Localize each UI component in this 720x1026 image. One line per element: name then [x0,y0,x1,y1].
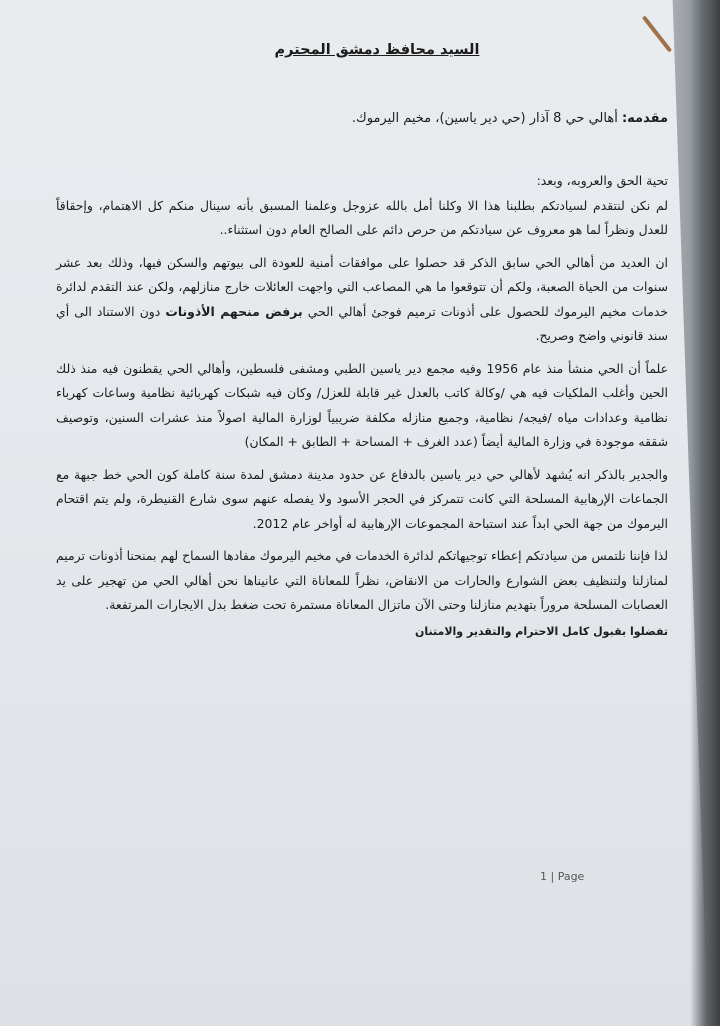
paragraph-2 [56,251,668,349]
paragraph-2-text-a: ان العديد من أهالي الحي سابق الذكر قد حصلوا على موافقات أمنية للعودة الى بيوتهم والسكن فيها، وذلك بعد عشر سنوات من الحياة الصعبة، ولكم أن تتوقعوا ما هي المصاعب التي واجهت العائلات خارج منازلهم، ولكن عند التقدم لدائرة خدمات مخيم اليرموك للحصول على أذونات ترميم فوجئ أهالي الحي [56,254,668,319]
subject-text: أهالي حي 8 آذار (حي دير ياسين)، مخيم اليرموك. [351,110,622,126]
letter-title: السيد محافظ دمشق المحترم [274,42,480,58]
letter-body [56,30,668,644]
paragraph-5: لذا فإننا نلتمس من سيادتكم إعطاء توجيهاتكم لدائرة الخدمات في مخيم اليرموك مفادها السماح لهم بمنحنا أذونات ترميم لمنازلنا ولتنظيف بعض الشوارع والحارات من الانقاض، نظراً للمعاناة التي عانيناها نحن أهالي الحي من تهجير على يد العصابات المسلحة مروراً بتهديم منازلنا وحتى الآن ماتزال المعاناة مستمرة تحت ضغط بدل الايجارات المرتفعة. [56,548,668,612]
paragraph-1: لم نكن لنتقدم لسيادتكم بطلبنا هذا الا وكلنا أمل بالله عزوجل وعلمنا المسبق بأنه سينال منكم كل الاهتمام، وإحقاقاً للعدل ونظراً لما هو معروف عن سيادتكم من حرص دائم على الصالح العام دون استثناء.. [56,197,668,237]
letter-subject [56,107,668,132]
letter-closing: تفضلوا بقبول كامل الاحترام والتقدير والامتنان [415,624,668,638]
paragraph-4: والجدير بالذكر انه يُشهد لأهالي حي دير ياسين بالدفاع عن حدود مدينة دمشق لمدة سنة كاملة كون الحي خط جبهة مع الجماعات الإرهابية المسلحة التي كانت تتمركز في الحجر الأسود ولا يفصله عنهم سوى شارع القنيطرة، ولم يتم اقتحام اليرموك من جهة الحي ابداً عند استباحة المجموعات الإرهابية له أواخر عام 2012. [56,466,668,531]
paper-edge-shadow [690,0,720,1026]
subject-label: مقدمه: [621,110,668,126]
paragraph-2-bold: برفض منحهم الأذونات [165,303,303,319]
page-footer: 1 | Page [540,870,585,883]
paragraph-2-text-b: دون الاستناد الى أي سند قانوني واضح وصريح. [56,303,668,343]
paragraph-3: علماً أن الحي منشأ منذ عام 1956 وفيه مجمع دير ياسين الطبي ومشفى فلسطين، وأهالي الحي يقطنون فيه منذ ذلك الحين وأغلب الملكيات فيه هي /وكالة كاتب بالعدل غير قابلة للعزل/ وكان فيه شبكات كهربائية نظامية وساعات كهرباء نظامية وعدادات مياه /فيجه/ نظامية، وجميع منازله مكلفة ضريبياً لوزارة المالية اصولاً منذ عشرات السنين، وتوصيف شققه موجودة في وزارة المالية أيضاً (عدد الغرف + المساحة + الطابق + المكان) [56,360,668,449]
letter-greeting: تحية الحق والعروبه، وبعد: [536,173,668,188]
